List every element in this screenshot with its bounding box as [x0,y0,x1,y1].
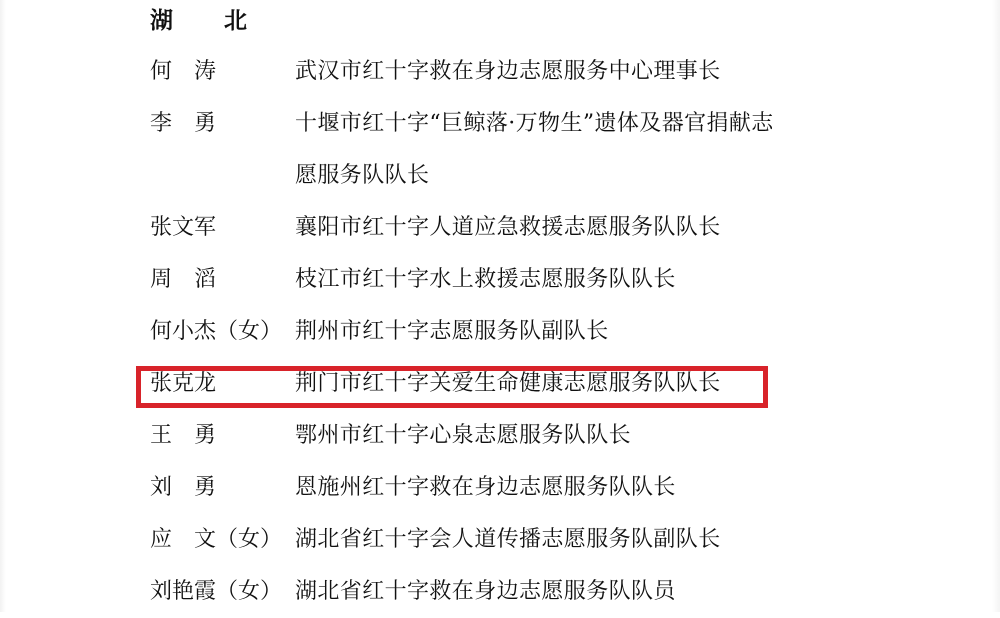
name-list [0,46,1000,618]
person-role: 十堰市红十字“巨鲸落·万物生”遗体及器官捐献志 [295,111,774,136]
person-name: 张文军 [150,215,217,240]
person-name: 张克龙 [150,371,217,396]
list-item [0,46,1000,98]
person-name: 李 勇 [150,111,217,136]
person-name: 何 涛 [150,59,217,84]
person-role: 湖北省红十字会人道传播志愿服务队副队长 [295,527,721,552]
person-role: 鄂州市红十字心泉志愿服务队队长 [295,423,632,448]
section-title: 湖 北 [150,7,261,34]
person-name: 何小杰（女） [150,319,283,344]
person-role: 武汉市红十字救在身边志愿服务中心理事长 [295,59,721,84]
list-item-highlighted [0,358,1000,410]
person-role: 恩施州红十字救在身边志愿服务队队长 [295,475,676,500]
list-item [0,410,1000,462]
person-role: 荆州市红十字志愿服务队副队长 [295,319,609,344]
person-role: 湖北省红十字救在身边志愿服务队队员 [295,579,676,604]
list-item [0,566,1000,618]
person-name: 周 滔 [150,267,217,292]
list-item [0,98,1000,202]
person-role: 枝江市红十字水上救援志愿服务队队长 [295,267,676,292]
person-name: 刘艳霞（女） [150,579,283,604]
person-role: 襄阳市红十字人道应急救援志愿服务队队长 [295,215,721,240]
person-name: 王 勇 [150,423,217,448]
list-item [0,462,1000,514]
person-name: 刘 勇 [150,475,217,500]
person-role: 荆门市红十字关爱生命健康志愿服务队队长 [295,371,721,396]
list-item [0,306,1000,358]
list-item [0,202,1000,254]
person-name: 应 文（女） [150,527,283,552]
list-item [0,514,1000,566]
person-role-continued: 愿服务队队长 [295,163,430,188]
list-item [0,254,1000,306]
